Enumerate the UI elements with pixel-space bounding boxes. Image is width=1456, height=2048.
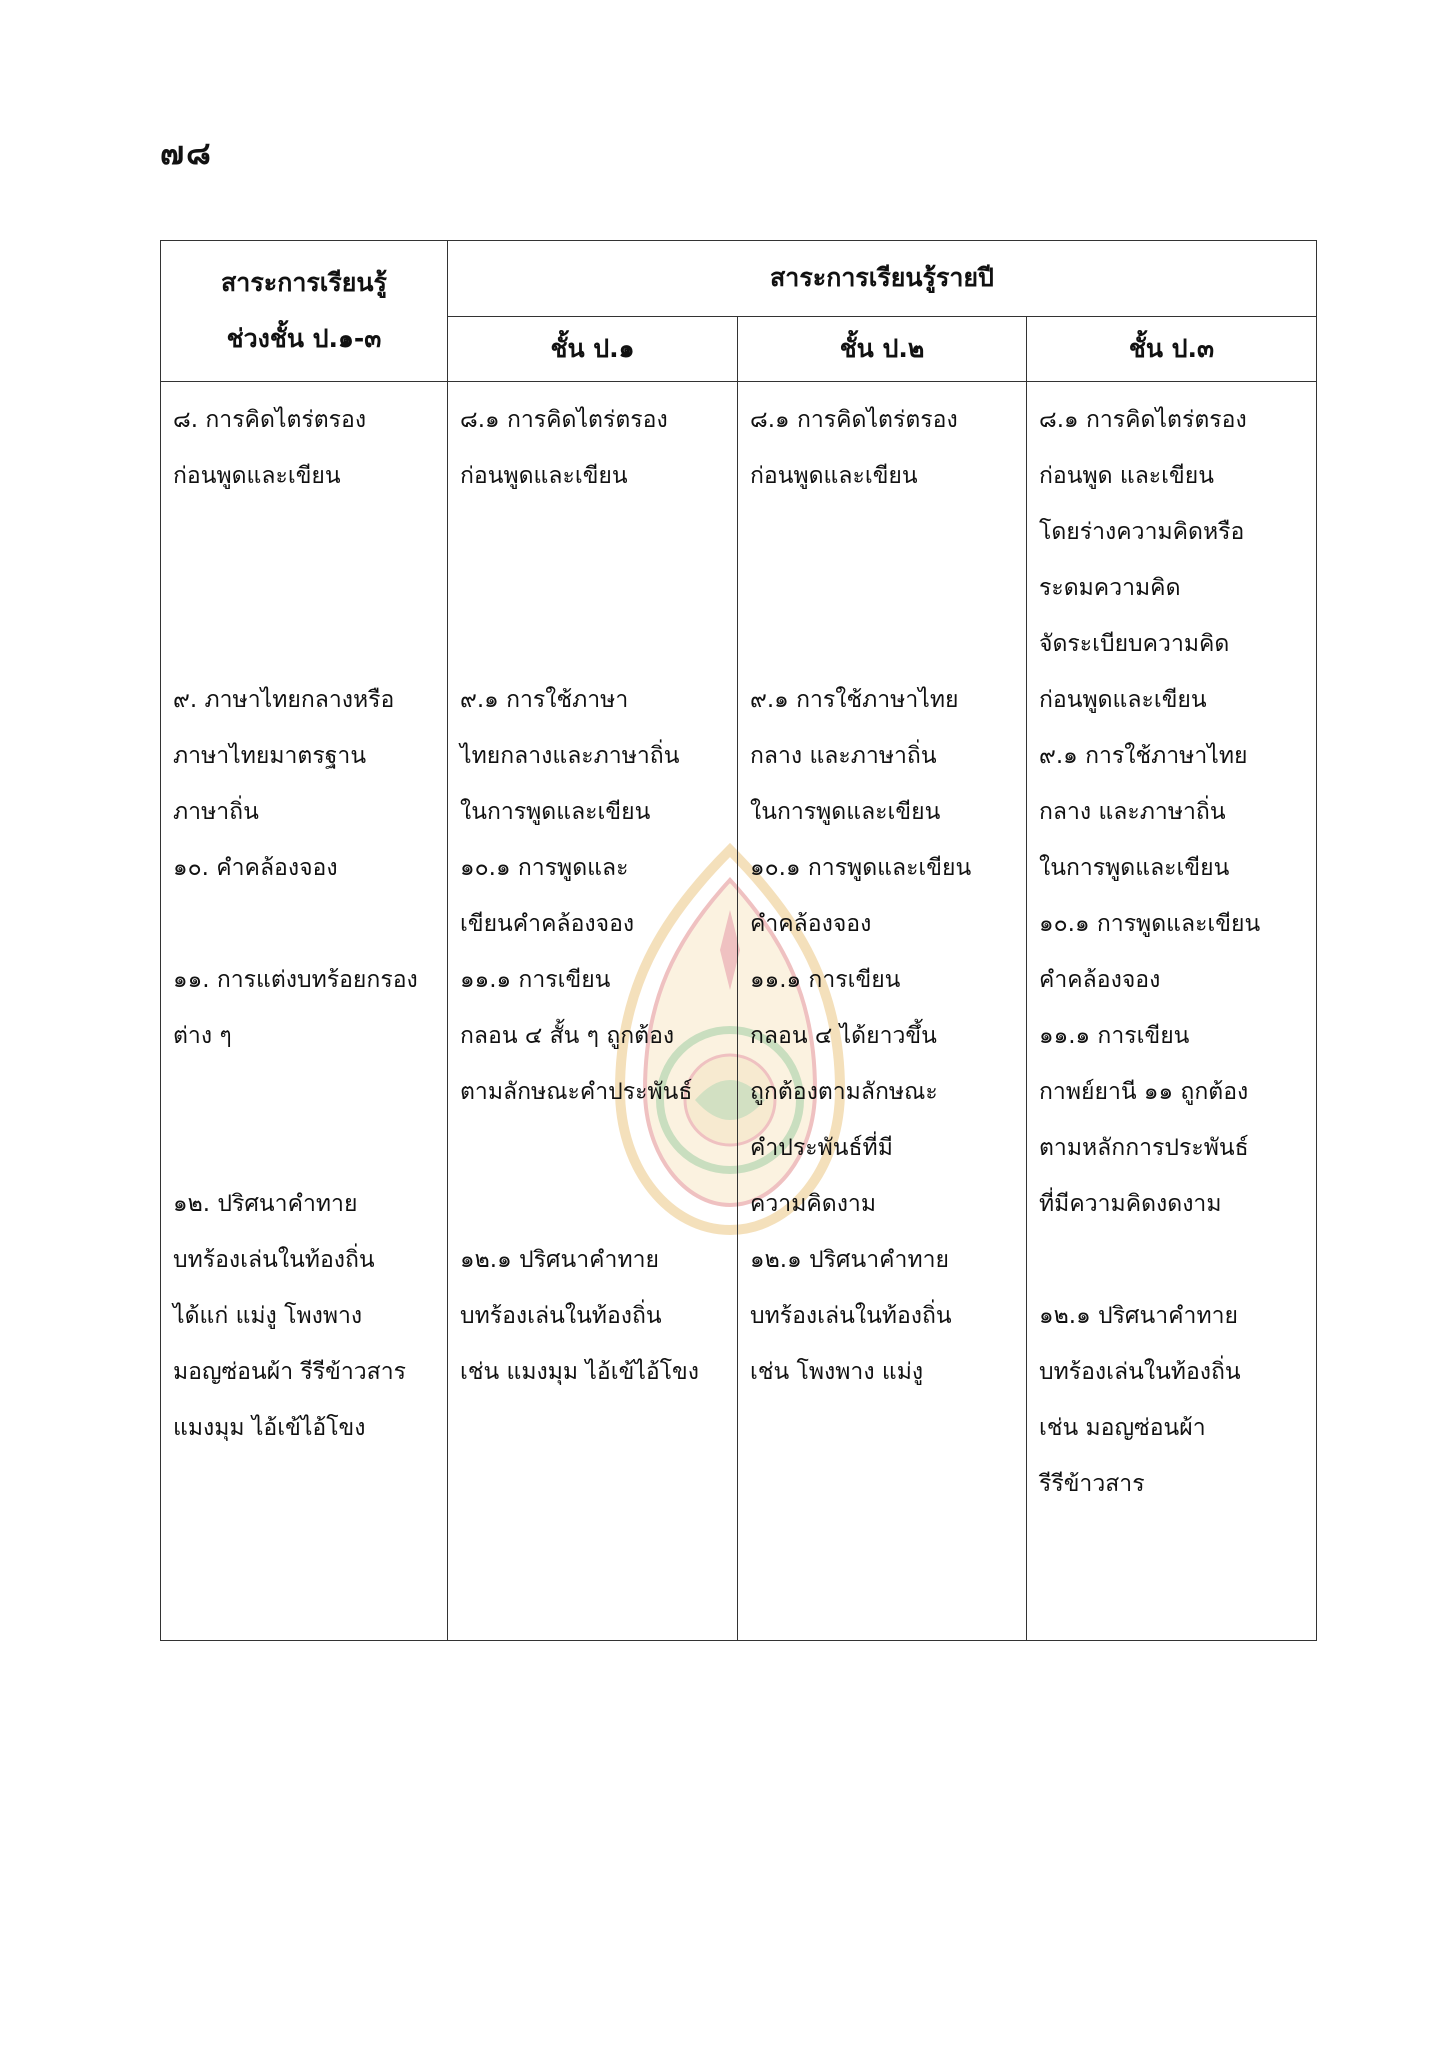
entry-8-1: ๘.๑ การคิดไตร่ตรอง ก่อนพูดและเขียน [460, 407, 668, 489]
grade-p1-column [448, 382, 738, 1641]
header-row-top [161, 241, 1317, 317]
curriculum-table [160, 240, 1317, 1641]
page-number: ๗๘ [160, 134, 213, 172]
entry-9-1: ๙.๑ การใช้ภาษา ไทยกลางและภาษาถิ่น ในการพูดและเขียน [460, 687, 680, 825]
spacer [460, 504, 727, 672]
entry-12: ๑๒. ปริศนาคำทาย บทร้องเล่นในท้องถิ่น ได้แก่ แม่งู โพงพาง มอญซ่อนผ้า รีรีข้าวสาร แมงมุม ไอ้เข้ไอ้โขง [173, 1191, 406, 1441]
entry-10-1: ๑๐.๑ การพูดและ เขียนคำคล้องจอง [460, 855, 635, 937]
grade-header-p2: ชั้น ป.๒ [738, 316, 1027, 381]
core-content-column [161, 382, 448, 1641]
entry-8-1: ๘.๑ การคิดไตร่ตรอง ก่อนพูดและเขียน [750, 407, 958, 489]
annual-content-header: สาระการเรียนรู้รายปี [448, 241, 1317, 317]
entry-12-1: ๑๒.๑ ปริศนาคำทาย บทร้องเล่นในท้องถิ่น เช่น แมงมุม ไอ้เข้ไอ้โขง [460, 1247, 700, 1385]
grade-p3-column [1027, 382, 1317, 1641]
entry-9: ๙. ภาษาไทยกลางหรือ ภาษาไทยมาตรฐาน ภาษาถิ่น [173, 687, 395, 825]
entry-8: ๘. การคิดไตร่ตรอง ก่อนพูดและเขียน [173, 407, 367, 489]
grade-header-p1: ชั้น ป.๑ [448, 316, 738, 381]
entry-11: ๑๑. การแต่งบทร้อยกรอง ต่าง ๆ [173, 967, 418, 1049]
entry-10-1: ๑๐.๑ การพูดและเขียน คำคล้องจอง [750, 855, 972, 937]
grade-p2-column [738, 382, 1027, 1641]
entry-9-1: ๙.๑ การใช้ภาษาไทย กลาง และภาษาถิ่น ในการพูดและเขียน [1039, 743, 1248, 881]
grade-header-p3: ชั้น ป.๓ [1027, 316, 1317, 381]
spacer [1039, 1232, 1306, 1288]
spacer [173, 896, 437, 952]
entry-8-1: ๘.๑ การคิดไตร่ตรอง ก่อนพูด และเขียน โดยร่างความคิดหรือ ระดมความคิด จัดระเบียบความคิด ก่อนพูดและเขียน [1039, 407, 1247, 713]
entry-11-1: ๑๑.๑ การเขียน กลอน ๔ สั้น ๆ ถูกต้อง ตามลักษณะคำประพันธ์ [460, 967, 693, 1105]
entry-12-1: ๑๒.๑ ปริศนาคำทาย บทร้องเล่นในท้องถิ่น เช่น มอญซ่อนผ้า รีรีข้าวสาร [1039, 1303, 1241, 1497]
spacer [460, 1120, 727, 1232]
table-body-row [161, 382, 1317, 1641]
core-content-header-text: สาระการเรียนรู้ ช่วงชั้น ป.๑-๓ [221, 268, 387, 353]
spacer [750, 504, 1016, 672]
entry-10-1: ๑๐.๑ การพูดและเขียน คำคล้องจอง [1039, 911, 1261, 993]
spacer [173, 1064, 437, 1176]
entry-11-1: ๑๑.๑ การเขียน กลอน ๔ ได้ยาวขึ้น ถูกต้องตามลักษณะ คำประพันธ์ที่มี ความคิดงาม [750, 967, 938, 1217]
entry-10: ๑๐. คำคล้องจอง [173, 855, 338, 881]
spacer [173, 504, 437, 672]
entry-12-1: ๑๒.๑ ปริศนาคำทาย บทร้องเล่นในท้องถิ่น เช่น โพงพาง แม่งู [750, 1247, 952, 1385]
entry-9-1: ๙.๑ การใช้ภาษาไทย กลาง และภาษาถิ่น ในการพูดและเขียน [750, 687, 959, 825]
core-content-header [161, 241, 448, 382]
entry-11-1: ๑๑.๑ การเขียน กาพย์ยานี ๑๑ ถูกต้อง ตามหลักการประพันธ์ ที่มีความคิดงดงาม [1039, 1023, 1249, 1217]
